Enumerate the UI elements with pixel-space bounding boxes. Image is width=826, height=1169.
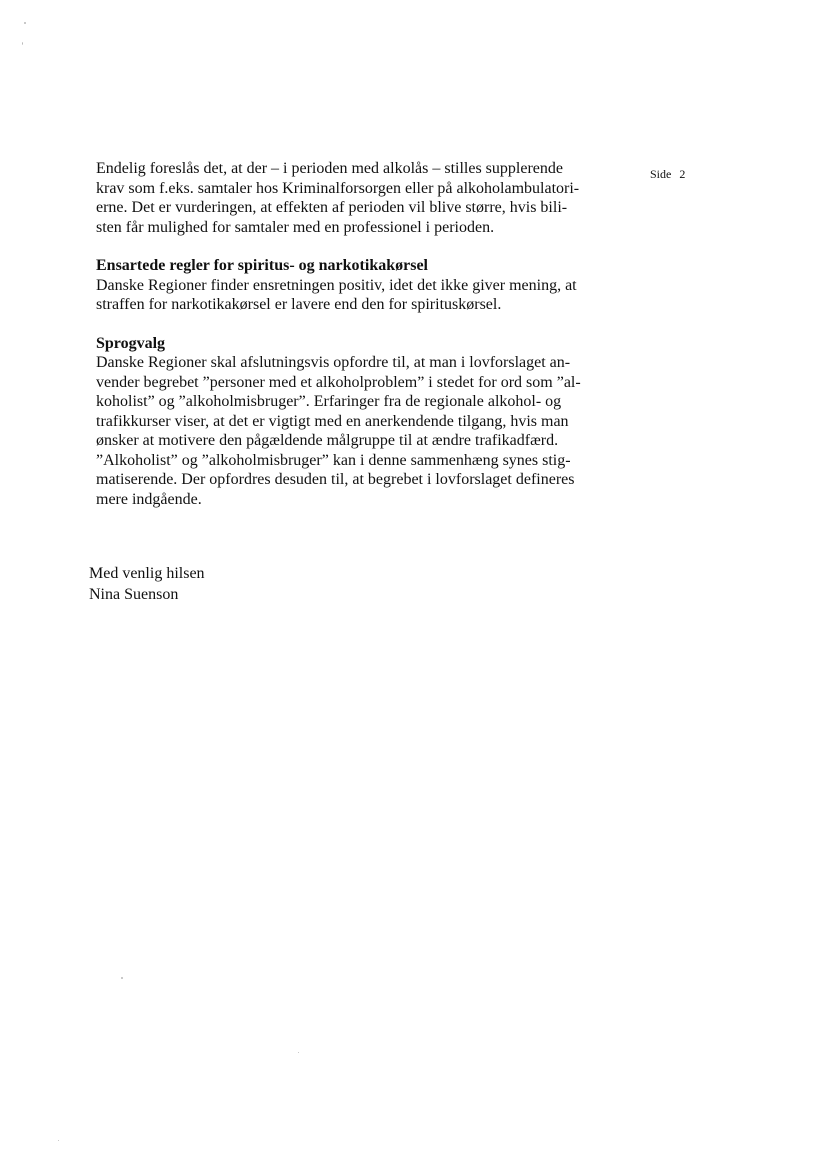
scan-speck (121, 977, 123, 979)
text-line: sten får mulighed for samtaler med en professionel i perioden. (96, 218, 495, 236)
scan-speck (58, 1140, 59, 1141)
section-language (96, 334, 616, 510)
text-line: ønsker at motivere den pågældende målgruppe til at ændre trafikadfærd. (96, 432, 559, 449)
text-line: ”Alkoholist” og ”alkoholmisbruger” kan i denne sammenhæng synes stig- (96, 451, 571, 469)
text-line: Danske Regioner finder ensretningen positiv, idet det ikke giver mening, at (96, 276, 577, 294)
text-line: koholist” og ”alkoholmisbruger”. Erfaringer fra de regionale alkohol- og (96, 393, 562, 410)
text-line: matiserende. Der opfordres desuden til, at begrebet i lovforslaget defineres (96, 471, 575, 488)
page-number: 2 (679, 167, 686, 181)
section-heading: Sprogvalg (96, 334, 166, 352)
text-line: erne. Det er vurderingen, at effekten af perioden vil blive større, hvis bili- (96, 199, 568, 216)
section-uniform-rules (96, 256, 616, 315)
text-line: krav som f.eks. samtaler hos Kriminalforsorgen eller på alkoholambulatori- (96, 179, 580, 197)
letter-closing (89, 563, 205, 605)
text-line: Danske Regioner skal afslutningsvis opfordre til, at man i lovforslaget an- (96, 354, 571, 371)
letter-body (96, 159, 616, 509)
page-number-label (650, 167, 685, 182)
closing-greeting: Med venlig hilsen (89, 565, 205, 582)
text-line: vender begrebet ”personer med et alkoholproblem” i stedet for ord som ”al- (96, 373, 581, 391)
text-line: Endelig foreslås det, at der – i perioden med alkolås – stilles supplerende (96, 160, 563, 177)
intro-paragraph (96, 159, 616, 237)
scan-speck (24, 22, 26, 24)
text-line: mere indgående. (96, 490, 202, 508)
section-heading: Ensartede regler for spiritus- og narkotikakørsel (96, 257, 428, 274)
scan-speck (22, 42, 23, 45)
text-line: trafikkurser viser, at det er vigtigt med en anerkendende tilgang, hvis man (96, 412, 569, 430)
signatory-name: Nina Suenson (89, 586, 179, 603)
text-line: straffen for narkotikakørsel er lavere end den for spirituskørsel. (96, 296, 502, 313)
page-label-word: Side (650, 167, 672, 181)
scan-speck (298, 1052, 299, 1053)
